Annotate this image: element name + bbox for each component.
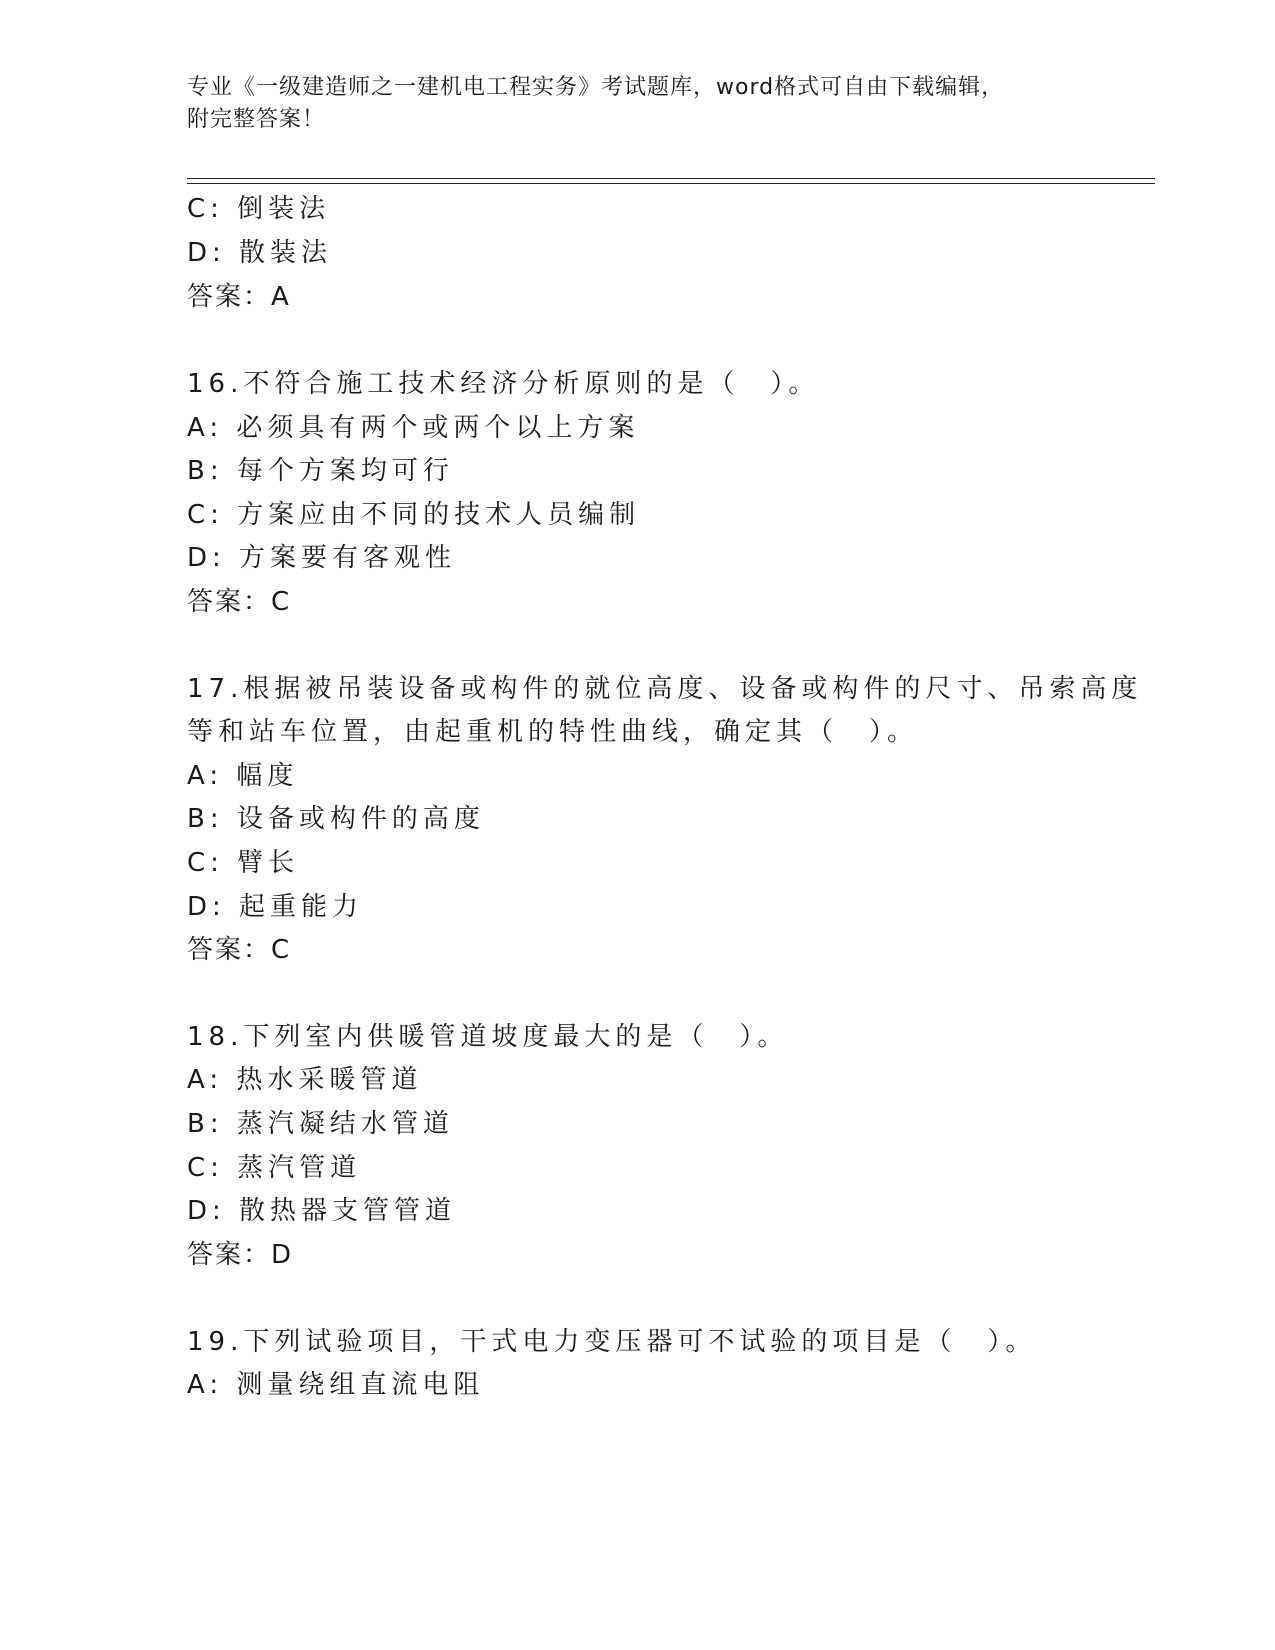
header-rule-bottom	[187, 183, 1155, 184]
prev-answer: 答案：A	[187, 282, 291, 312]
q17-option-a: A: 幅度	[187, 761, 299, 791]
q17-option-d: D: 起重能力	[187, 892, 364, 922]
q18-option-b: B: 蒸汽凝结水管道	[187, 1109, 454, 1139]
q16-option-c: C: 方案应由不同的技术人员编制	[187, 500, 641, 530]
prev-option-c: C: 倒装法	[187, 194, 331, 224]
q18-option-c: C: 蒸汽管道	[187, 1153, 362, 1183]
q16-stem: 16.不符合施工技术经济分析原则的是（ ）。	[187, 369, 820, 399]
header-line-1: 专业《一级建造师之一建机电工程实务》考试题库，word格式可自由下载编辑，	[187, 75, 1005, 100]
q17-stem-line-1: 17.根据被吊装设备或构件的就位高度、设备或构件的尺寸、吊索高度	[187, 674, 1143, 704]
header-rule-top	[187, 178, 1155, 179]
q17-option-b: B: 设备或构件的高度	[187, 804, 485, 834]
header-line-2: 附完整答案！	[187, 107, 326, 132]
q17-answer: 答案：C	[187, 935, 292, 965]
prev-option-d: D: 散装法	[187, 238, 333, 268]
q18-answer: 答案：D	[187, 1240, 294, 1270]
q18-option-d: D: 散热器支管管道	[187, 1196, 457, 1226]
q16-option-b: B: 每个方案均可行	[187, 456, 454, 486]
q16-answer: 答案：C	[187, 587, 292, 617]
q17-option-c: C: 臂长	[187, 848, 300, 878]
q18-stem: 18.下列室内供暖管道坡度最大的是（ ）。	[187, 1022, 789, 1052]
q19-stem: 19.下列试验项目，干式电力变压器可不试验的项目是（ ）。	[187, 1327, 1037, 1357]
q18-option-a: A: 热水采暖管道	[187, 1065, 423, 1095]
document-header	[187, 72, 1087, 136]
q17-stem-line-2: 等和站车位置，由起重机的特性曲线，确定其（ ）。	[187, 717, 919, 747]
q19-option-a: A: 测量绕组直流电阻	[187, 1370, 485, 1400]
q16-option-d: D: 方案要有客观性	[187, 543, 457, 573]
q16-option-a: A: 必须具有两个或两个以上方案	[187, 413, 640, 443]
